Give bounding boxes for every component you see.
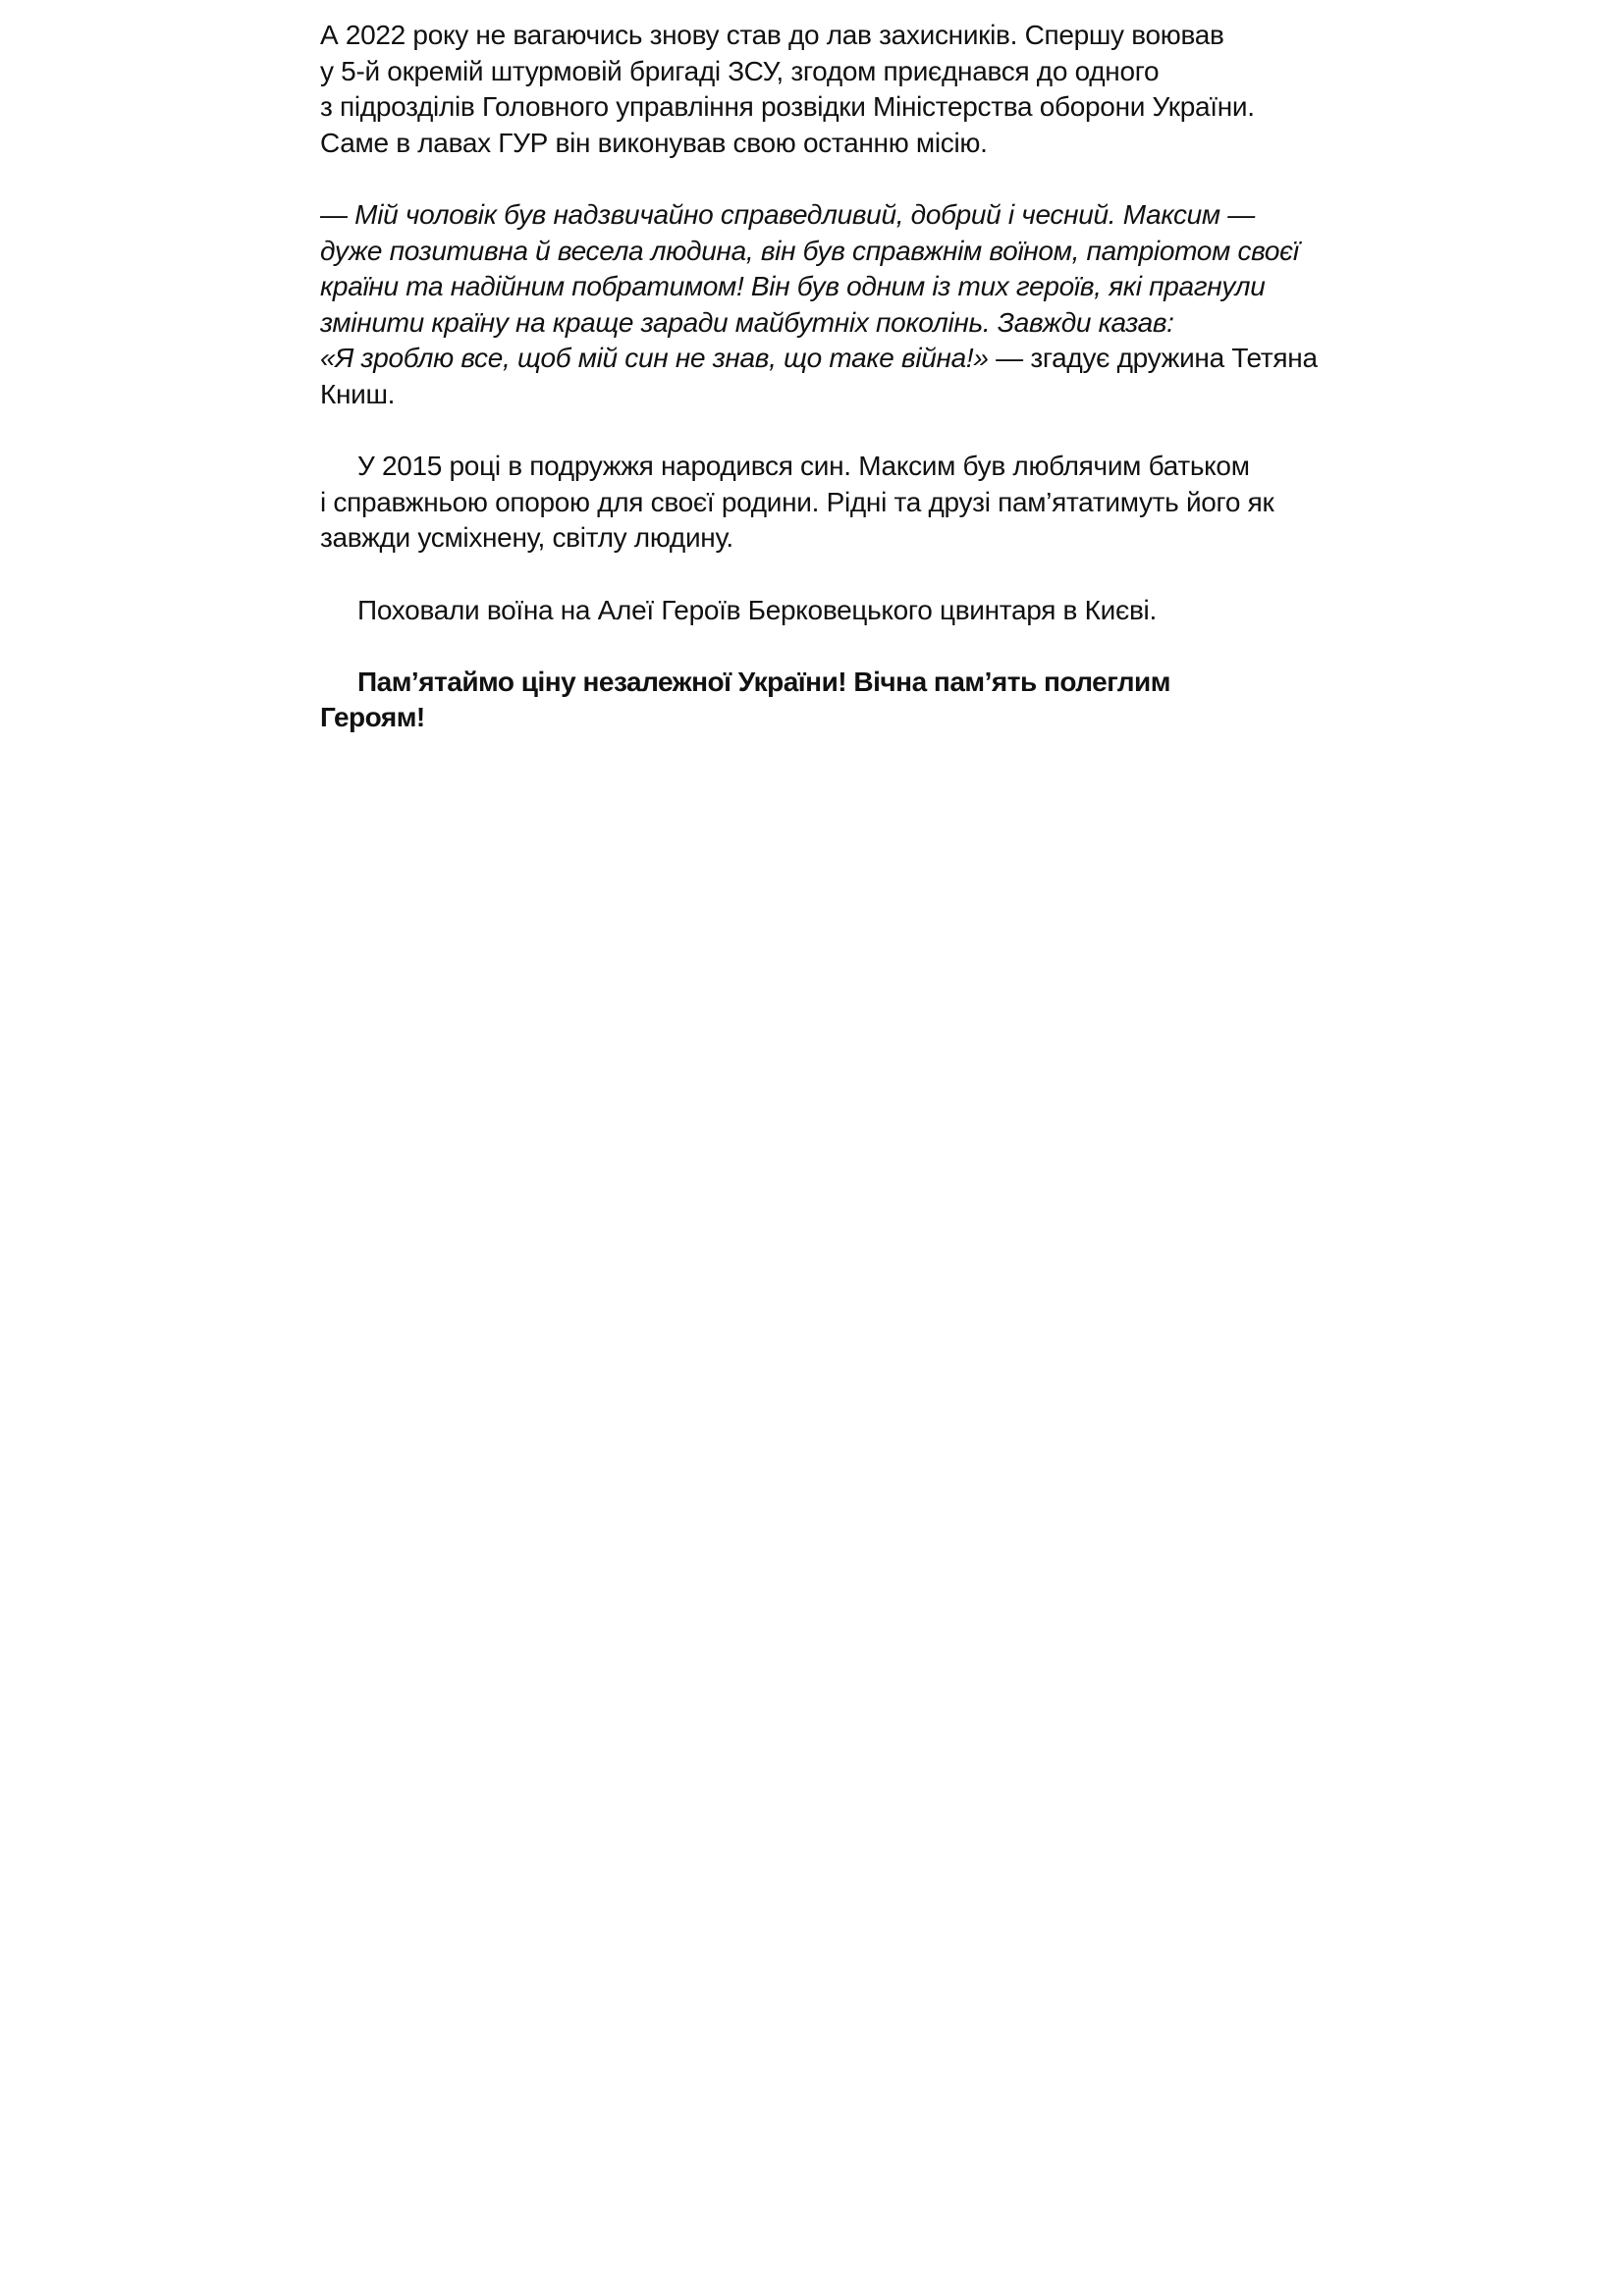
- memorial-line: Пам’ятаймо ціну незалежної України! Вічна пам’ять полеглим: [357, 666, 1170, 697]
- text-line: у 5-й окремій штурмовій бригаді ЗСУ, згодом приєднався до одного: [320, 55, 1160, 86]
- quote-text: «Я зроблю все, щоб мій син не знав, що таке війна!»: [320, 343, 989, 374]
- text-line: У 2015 році в подружжя народився син. Максим був люблячим батьком: [357, 451, 1250, 482]
- text-line: з підрозділів Головного управління розвідки Міністерства оборони України.: [320, 91, 1255, 123]
- memorial-line: Героям!: [320, 702, 425, 733]
- quote-attribution-line: [320, 341, 1322, 377]
- text-line: А 2022 року не вагаючись знову став до лав захисників. Спершу воював: [320, 20, 1224, 50]
- paragraph-wife-quote: [320, 197, 1322, 413]
- text-line: Поховали воїна на Алеї Героїв Берковецького цвинтаря в Києві.: [357, 594, 1157, 625]
- quote-line: дуже позитивна й весела людина, він був справжнім воїном, патріотом своєї: [320, 235, 1299, 266]
- text-line: завжди усміхнену, світлу людину.: [320, 522, 733, 554]
- paragraph-memorial: [320, 665, 1322, 736]
- document-page: [320, 18, 1322, 772]
- paragraph-family: [320, 449, 1322, 557]
- text-line: Книш.: [320, 378, 396, 409]
- quote-line: країни та надійним побратимом! Він був одним із тих героїв, які прагнули: [320, 271, 1266, 302]
- text-line: Саме в лавах ГУР він виконував свою останню місію.: [320, 127, 988, 158]
- attribution-text: — згадує дружина Тетяна: [988, 343, 1318, 374]
- paragraph-burial: [320, 593, 1322, 629]
- quote-line: — Мій чоловік був надзвичайно справедливий, добрий і чесний. Максим —: [320, 198, 1256, 230]
- paragraph-service-2022: [320, 18, 1322, 161]
- quote-line: змінити країну на краще заради майбутніх поколінь. Завжди казав:: [320, 306, 1174, 338]
- text-line: і справжньою опорою для своєї родини. Рідні та друзі пам’ятатимуть його як: [320, 486, 1274, 517]
